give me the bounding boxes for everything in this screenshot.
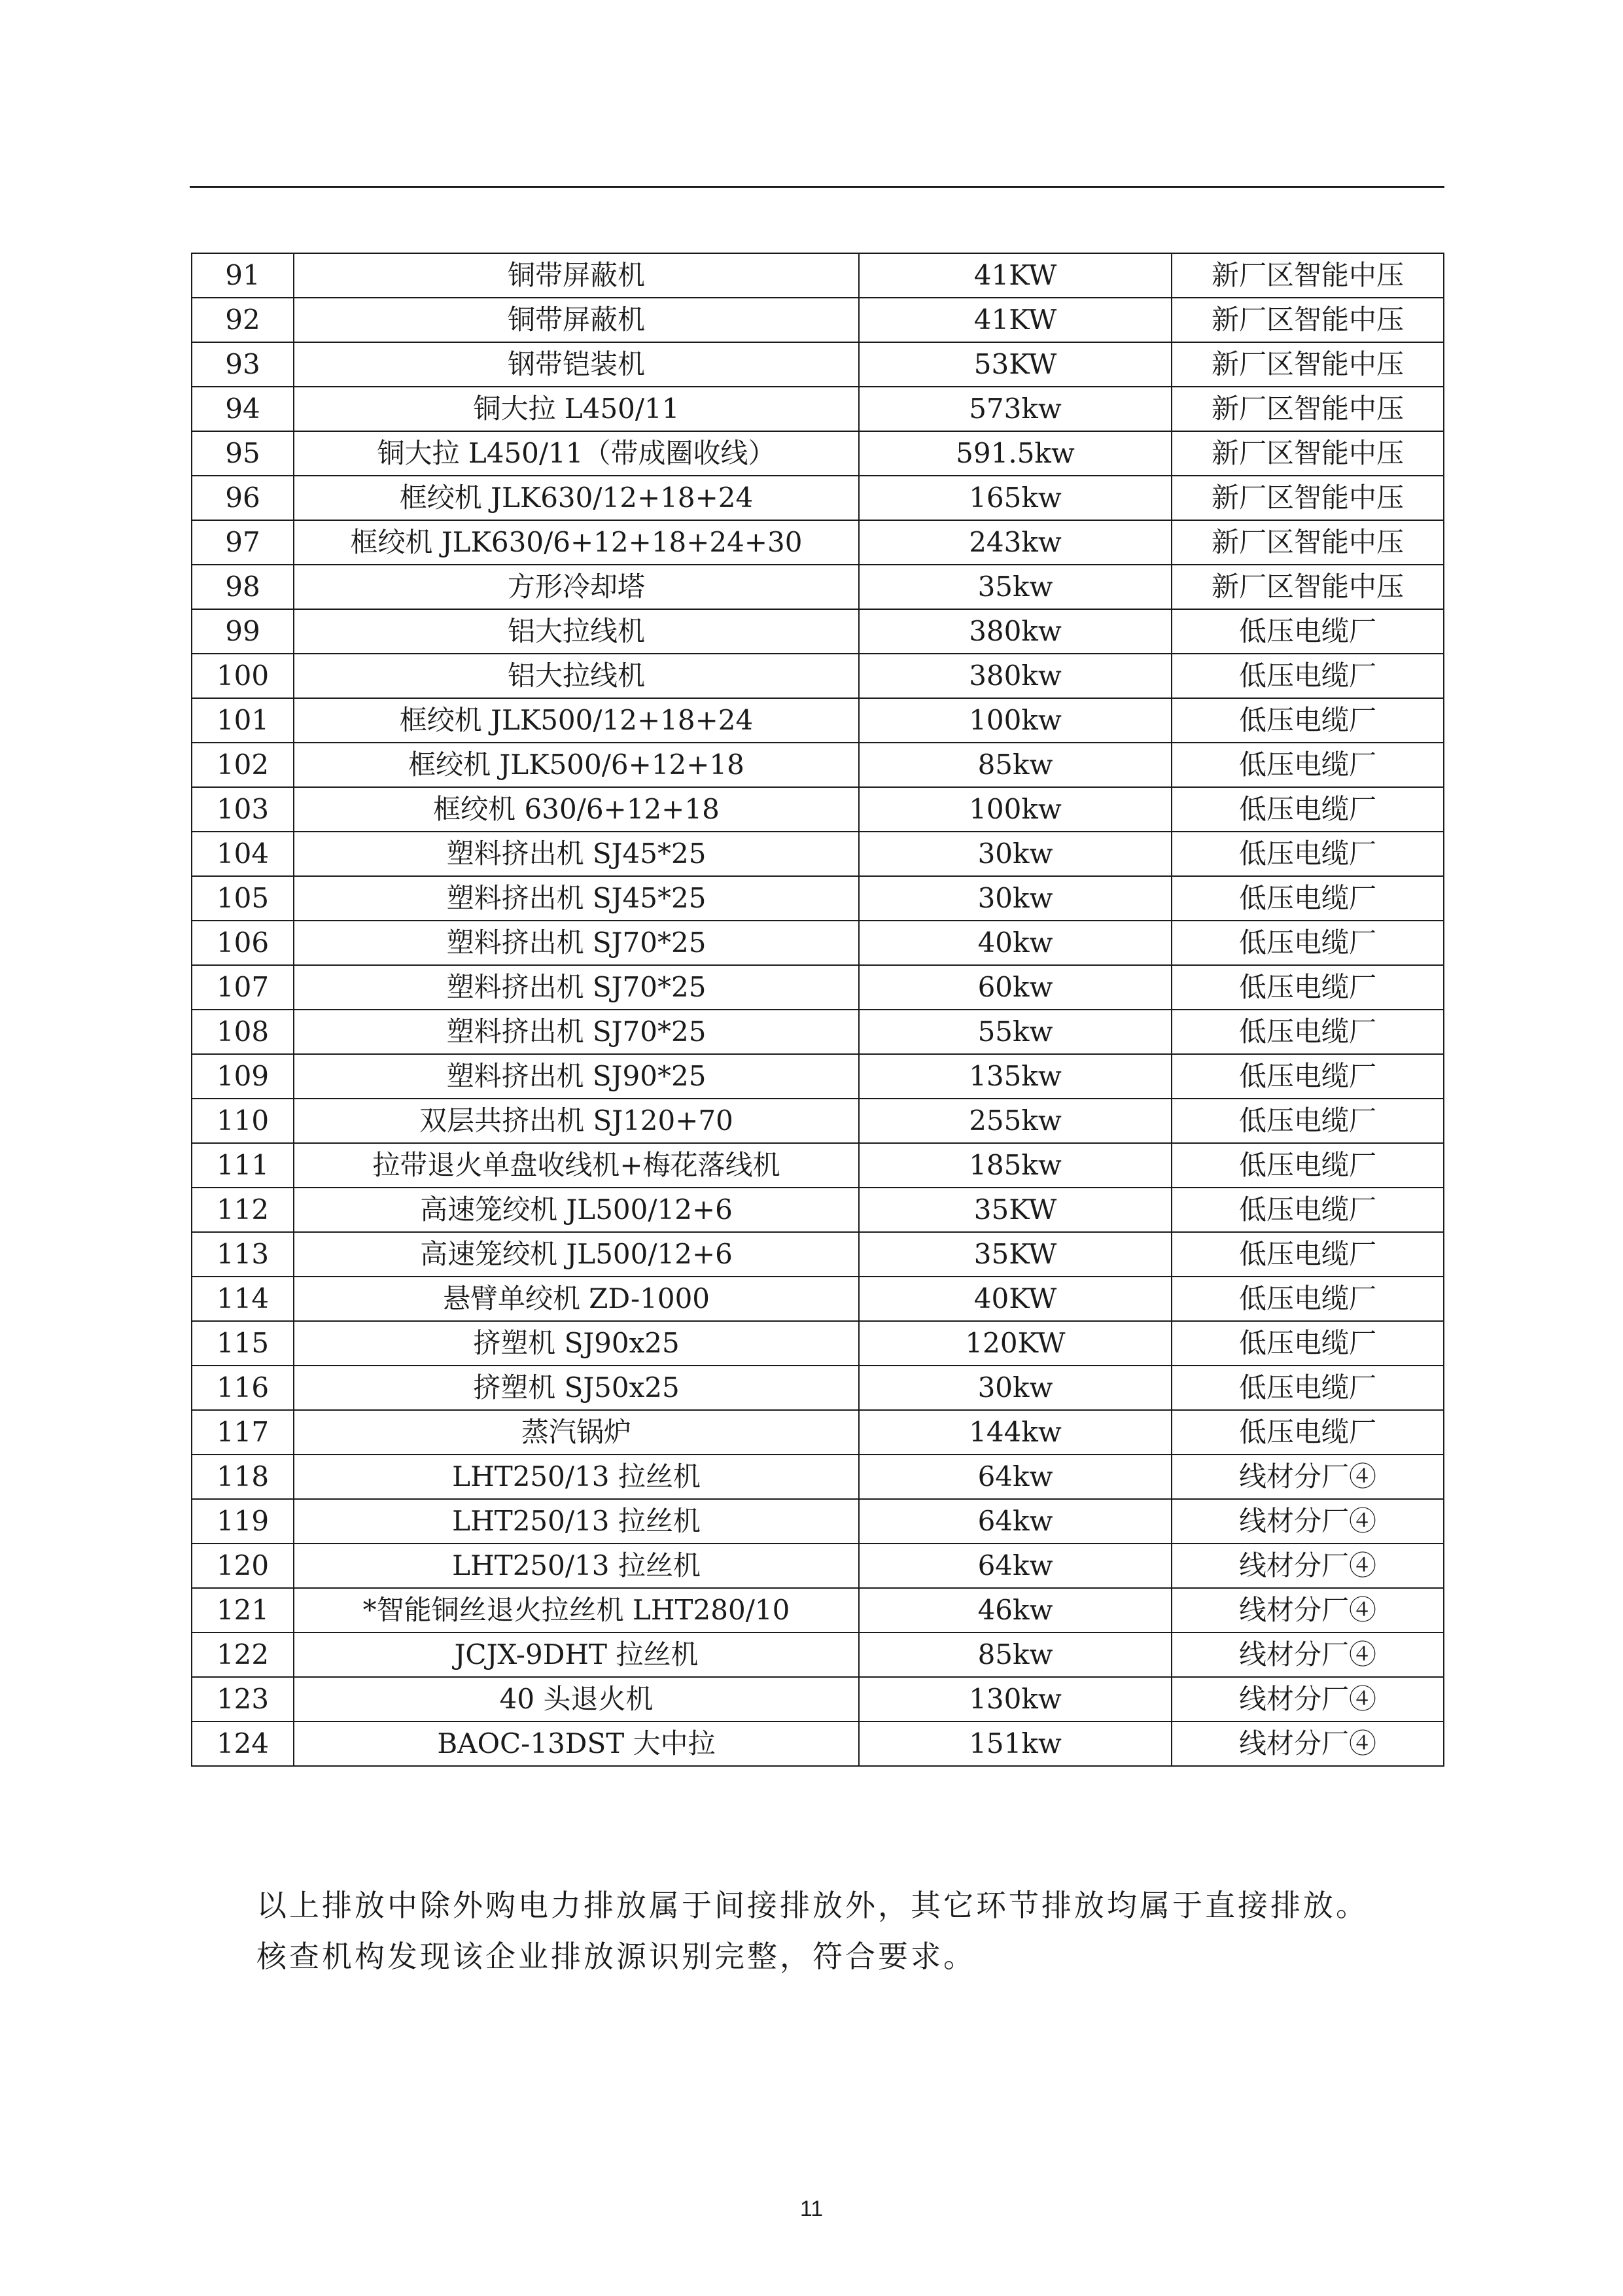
cell-equipment-name: LHT250/13 拉丝机: [294, 1455, 859, 1499]
table-row: [192, 1499, 1444, 1544]
cell-power: 130kw: [859, 1677, 1172, 1722]
table-row: [192, 1588, 1444, 1633]
table-row: [192, 565, 1444, 609]
cell-number: 105: [192, 876, 294, 921]
cell-location: 低压电缆厂: [1172, 1366, 1444, 1410]
table-row: [192, 1277, 1444, 1321]
cell-location: 线材分厂④: [1172, 1633, 1444, 1677]
cell-number: 101: [192, 698, 294, 743]
cell-equipment-name: 蒸汽锅炉: [294, 1410, 859, 1455]
cell-equipment-name: 拉带退火单盘收线机+梅花落线机: [294, 1143, 859, 1188]
cell-equipment-name: LHT250/13 拉丝机: [294, 1499, 859, 1544]
cell-number: 111: [192, 1143, 294, 1188]
cell-equipment-name: 40 头退火机: [294, 1677, 859, 1722]
cell-number: 120: [192, 1544, 294, 1588]
cell-number: 117: [192, 1410, 294, 1455]
cell-equipment-name: 框绞机 630/6+12+18: [294, 787, 859, 832]
table-row: [192, 1544, 1444, 1588]
cell-location: 线材分厂④: [1172, 1544, 1444, 1588]
cell-equipment-name: 铜带屏蔽机: [294, 253, 859, 298]
table-row: [192, 342, 1444, 387]
cell-location: 低压电缆厂: [1172, 609, 1444, 654]
table-row: [192, 1321, 1444, 1366]
table-row: [192, 387, 1444, 431]
cell-equipment-name: 铜带屏蔽机: [294, 298, 859, 342]
table-row: [192, 1010, 1444, 1054]
cell-location: 线材分厂④: [1172, 1499, 1444, 1544]
cell-power: 85kw: [859, 743, 1172, 787]
table-row: [192, 921, 1444, 965]
cell-power: 573kw: [859, 387, 1172, 431]
cell-number: 121: [192, 1588, 294, 1633]
cell-equipment-name: 框绞机 JLK630/6+12+18+24+30: [294, 520, 859, 565]
table-row: [192, 476, 1444, 520]
table-row: [192, 698, 1444, 743]
table-row: [192, 965, 1444, 1010]
cell-equipment-name: 高速笼绞机 JL500/12+6: [294, 1232, 859, 1277]
cell-number: 99: [192, 609, 294, 654]
cell-power: 380kw: [859, 609, 1172, 654]
cell-equipment-name: 框绞机 JLK630/12+18+24: [294, 476, 859, 520]
cell-power: 85kw: [859, 1633, 1172, 1677]
cell-number: 103: [192, 787, 294, 832]
table-row: [192, 1232, 1444, 1277]
cell-number: 113: [192, 1232, 294, 1277]
table-row: [192, 876, 1444, 921]
cell-location: 新厂区智能中压: [1172, 431, 1444, 476]
cell-location: 低压电缆厂: [1172, 965, 1444, 1010]
cell-power: 591.5kw: [859, 431, 1172, 476]
emission-note-line-1: 以上排放中除外购电力排放属于间接排放外，其它环节排放均属于直接排放。: [256, 1888, 1369, 1923]
cell-number: 123: [192, 1677, 294, 1722]
cell-location: 新厂区智能中压: [1172, 565, 1444, 609]
cell-equipment-name: JCJX-9DHT 拉丝机: [294, 1633, 859, 1677]
cell-number: 116: [192, 1366, 294, 1410]
equipment-table-body: [192, 253, 1444, 1766]
cell-location: 低压电缆厂: [1172, 1099, 1444, 1143]
cell-equipment-name: 铜大拉 L450/11: [294, 387, 859, 431]
cell-power: 41KW: [859, 253, 1172, 298]
emission-note-line-2: 核查机构发现该企业排放源识别完整，符合要求。: [256, 1939, 976, 1974]
table-row: [192, 1633, 1444, 1677]
cell-number: 106: [192, 921, 294, 965]
cell-power: 100kw: [859, 787, 1172, 832]
cell-location: 低压电缆厂: [1172, 787, 1444, 832]
table-row: [192, 609, 1444, 654]
table-row: [192, 1455, 1444, 1499]
cell-equipment-name: 双层共挤出机 SJ120+70: [294, 1099, 859, 1143]
page-number: 11: [799, 2197, 824, 2221]
table-row: [192, 1722, 1444, 1766]
table-row: [192, 520, 1444, 565]
cell-power: 144kw: [859, 1410, 1172, 1455]
cell-power: 380kw: [859, 654, 1172, 698]
table-row: [192, 431, 1444, 476]
cell-number: 108: [192, 1010, 294, 1054]
cell-power: 55kw: [859, 1010, 1172, 1054]
cell-power: 53KW: [859, 342, 1172, 387]
cell-location: 低压电缆厂: [1172, 654, 1444, 698]
cell-equipment-name: 挤塑机 SJ90x25: [294, 1321, 859, 1366]
cell-equipment-name: 塑料挤出机 SJ90*25: [294, 1054, 859, 1099]
cell-power: 40KW: [859, 1277, 1172, 1321]
cell-equipment-name: 钢带铠装机: [294, 342, 859, 387]
cell-equipment-name: 塑料挤出机 SJ70*25: [294, 965, 859, 1010]
cell-power: 100kw: [859, 698, 1172, 743]
cell-number: 122: [192, 1633, 294, 1677]
table-row: [192, 1366, 1444, 1410]
cell-number: 93: [192, 342, 294, 387]
table-row: [192, 1677, 1444, 1722]
cell-location: 低压电缆厂: [1172, 1188, 1444, 1232]
cell-location: 线材分厂④: [1172, 1677, 1444, 1722]
cell-power: 60kw: [859, 965, 1172, 1010]
table-row: [192, 1099, 1444, 1143]
table-row: [192, 832, 1444, 876]
cell-number: 97: [192, 520, 294, 565]
table-row: [192, 1143, 1444, 1188]
cell-number: 100: [192, 654, 294, 698]
cell-equipment-name: 塑料挤出机 SJ70*25: [294, 1010, 859, 1054]
cell-equipment-name: LHT250/13 拉丝机: [294, 1544, 859, 1588]
cell-equipment-name: 框绞机 JLK500/12+18+24: [294, 698, 859, 743]
cell-power: 120KW: [859, 1321, 1172, 1366]
cell-power: 243kw: [859, 520, 1172, 565]
cell-location: 低压电缆厂: [1172, 832, 1444, 876]
table-row: [192, 787, 1444, 832]
cell-location: 线材分厂④: [1172, 1722, 1444, 1766]
table-row: [192, 654, 1444, 698]
cell-location: 低压电缆厂: [1172, 876, 1444, 921]
cell-equipment-name: 挤塑机 SJ50x25: [294, 1366, 859, 1410]
cell-number: 104: [192, 832, 294, 876]
table-row: [192, 1188, 1444, 1232]
cell-power: 64kw: [859, 1544, 1172, 1588]
cell-equipment-name: 方形冷却塔: [294, 565, 859, 609]
cell-number: 124: [192, 1722, 294, 1766]
cell-location: 新厂区智能中压: [1172, 342, 1444, 387]
cell-equipment-name: 高速笼绞机 JL500/12+6: [294, 1188, 859, 1232]
cell-location: 低压电缆厂: [1172, 921, 1444, 965]
cell-power: 30kw: [859, 876, 1172, 921]
cell-number: 95: [192, 431, 294, 476]
cell-location: 低压电缆厂: [1172, 743, 1444, 787]
cell-power: 41KW: [859, 298, 1172, 342]
cell-number: 98: [192, 565, 294, 609]
cell-equipment-name: 框绞机 JLK500/6+12+18: [294, 743, 859, 787]
cell-location: 新厂区智能中压: [1172, 298, 1444, 342]
cell-number: 109: [192, 1054, 294, 1099]
cell-power: 35KW: [859, 1232, 1172, 1277]
cell-number: 110: [192, 1099, 294, 1143]
cell-location: 线材分厂④: [1172, 1588, 1444, 1633]
cell-power: 151kw: [859, 1722, 1172, 1766]
cell-number: 118: [192, 1455, 294, 1499]
cell-number: 94: [192, 387, 294, 431]
table-row: [192, 253, 1444, 298]
cell-equipment-name: 塑料挤出机 SJ45*25: [294, 876, 859, 921]
cell-number: 115: [192, 1321, 294, 1366]
cell-equipment-name: 塑料挤出机 SJ45*25: [294, 832, 859, 876]
cell-location: 低压电缆厂: [1172, 1277, 1444, 1321]
cell-location: 新厂区智能中压: [1172, 520, 1444, 565]
cell-number: 114: [192, 1277, 294, 1321]
header-rule: [190, 186, 1444, 188]
equipment-table-container: [191, 253, 1443, 1767]
cell-equipment-name: BAOC-13DST 大中拉: [294, 1722, 859, 1766]
table-row: [192, 298, 1444, 342]
cell-location: 低压电缆厂: [1172, 1410, 1444, 1455]
cell-number: 102: [192, 743, 294, 787]
cell-power: 35KW: [859, 1188, 1172, 1232]
cell-power: 64kw: [859, 1455, 1172, 1499]
cell-power: 255kw: [859, 1099, 1172, 1143]
cell-location: 低压电缆厂: [1172, 1232, 1444, 1277]
cell-number: 92: [192, 298, 294, 342]
cell-number: 107: [192, 965, 294, 1010]
cell-power: 46kw: [859, 1588, 1172, 1633]
cell-power: 135kw: [859, 1054, 1172, 1099]
cell-equipment-name: 塑料挤出机 SJ70*25: [294, 921, 859, 965]
cell-number: 96: [192, 476, 294, 520]
cell-location: 低压电缆厂: [1172, 1321, 1444, 1366]
cell-location: 新厂区智能中压: [1172, 387, 1444, 431]
cell-power: 35kw: [859, 565, 1172, 609]
cell-number: 91: [192, 253, 294, 298]
cell-location: 低压电缆厂: [1172, 1054, 1444, 1099]
cell-power: 40kw: [859, 921, 1172, 965]
cell-power: 64kw: [859, 1499, 1172, 1544]
cell-location: 低压电缆厂: [1172, 698, 1444, 743]
cell-power: 30kw: [859, 832, 1172, 876]
cell-power: 185kw: [859, 1143, 1172, 1188]
cell-power: 30kw: [859, 1366, 1172, 1410]
cell-equipment-name: 悬臂单绞机 ZD-1000: [294, 1277, 859, 1321]
table-row: [192, 743, 1444, 787]
cell-power: 165kw: [859, 476, 1172, 520]
table-row: [192, 1410, 1444, 1455]
cell-location: 低压电缆厂: [1172, 1143, 1444, 1188]
equipment-table: [191, 253, 1444, 1767]
cell-location: 新厂区智能中压: [1172, 476, 1444, 520]
cell-number: 112: [192, 1188, 294, 1232]
cell-location: 线材分厂④: [1172, 1455, 1444, 1499]
cell-equipment-name: *智能铜丝退火拉丝机 LHT280/10: [294, 1588, 859, 1633]
cell-location: 低压电缆厂: [1172, 1010, 1444, 1054]
cell-equipment-name: 铝大拉线机: [294, 609, 859, 654]
cell-equipment-name: 铜大拉 L450/11（带成圈收线）: [294, 431, 859, 476]
cell-equipment-name: 铝大拉线机: [294, 654, 859, 698]
table-row: [192, 1054, 1444, 1099]
cell-location: 新厂区智能中压: [1172, 253, 1444, 298]
cell-number: 119: [192, 1499, 294, 1544]
